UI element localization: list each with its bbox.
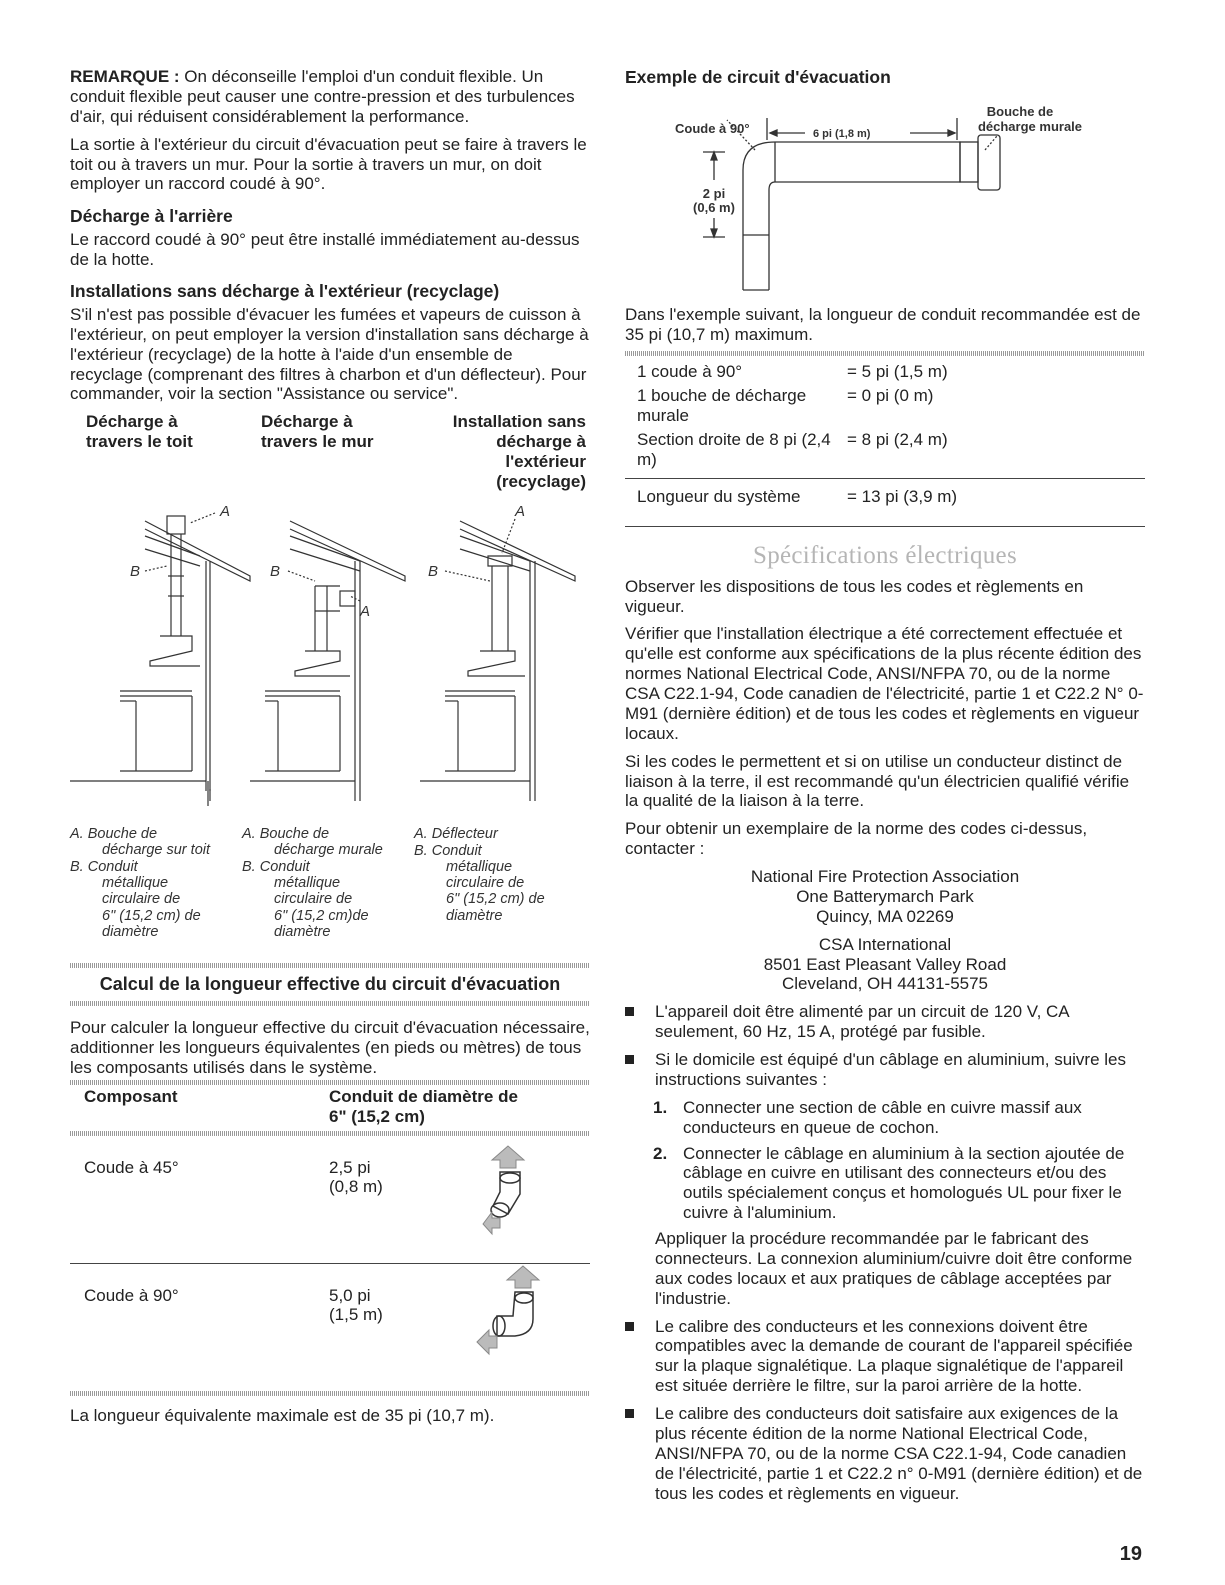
bullet-square-icon [625, 1409, 634, 1418]
decharge-arriere-paragraph: Le raccord coudé à 90° peut être installé immédiatement au-dessus de la hotte. [70, 229, 580, 269]
label-a-mur: A [360, 602, 371, 620]
elbow-45-icon [478, 1144, 538, 1239]
legend-mur-b4: 6" (15,2 cm)de [274, 907, 369, 924]
decharge-arriere-heading: Décharge à l'arrière [70, 206, 233, 227]
numbered-item [653, 1144, 1145, 1224]
heading-mur [256, 412, 436, 492]
table-row [625, 362, 1145, 382]
exemple-heading: Exemple de circuit d'évacuation [625, 67, 891, 87]
section-divider [625, 526, 1145, 527]
legend-toit-b3: circulaire de [102, 891, 181, 908]
installation-diagrams-svg [70, 501, 590, 826]
legend-recyc-b2: métallique [446, 858, 513, 875]
legend-mur-a2: décharge murale [274, 841, 383, 858]
heading-recyc-line4: (recyclage) [496, 472, 586, 492]
bullet-item [625, 1050, 1145, 1090]
legend-recyc-b5: diamètre [446, 907, 503, 924]
legend-recyc-a: A. Déflecteur [414, 825, 498, 842]
header-conduit-line1: Conduit de diamètre de [329, 1086, 518, 1106]
total-row [625, 487, 1145, 507]
max-length-text: La longueur équivalente maximale est de 35 pi (10,7 m). [70, 1405, 495, 1425]
table-row [70, 1136, 590, 1263]
label-b-toit: B [130, 562, 141, 580]
bullet-square-icon [625, 1007, 634, 1016]
component-table-header [70, 1085, 590, 1131]
diagram-roof-vent [70, 503, 250, 806]
label-bouche1: Bouche de [986, 104, 1054, 120]
header-composant: Composant [84, 1086, 178, 1106]
calc-paragraph: Pour calculer la longueur effective du circuit d'évacuation nécessaire, additionner les longueurs équivalentes (en pieds ou mètres) de tous les composants utilisés dans le système. [70, 1018, 590, 1077]
label-bouche2: décharge murale [977, 119, 1083, 135]
bullet-item [625, 1317, 1145, 1397]
header-conduit [329, 1087, 518, 1127]
hatch-divider [70, 1001, 590, 1006]
spec-p5: Appliquer la procédure recommandée par le fabricant des connecteurs. La connexion aluminium/cuivre doit être conforme aux codes locaux et aux pratiques de câblage acceptées par l'industrie. [655, 1229, 1133, 1308]
heading-mur-line1: Décharge à [261, 412, 353, 432]
numbered-item [653, 1098, 1145, 1138]
header-conduit-line2: 6" (15,2 cm) [329, 1106, 425, 1126]
spec-p4: Pour obtenir un exemplaire de la norme des codes ci-dessus, contacter : [625, 819, 1088, 859]
heading-toit [70, 412, 256, 492]
exemple-table [625, 362, 1145, 506]
row-value-pi: 5,0 pi [329, 1285, 371, 1305]
bullet-item [625, 1404, 1145, 1503]
address-csa [625, 935, 1145, 995]
ex-row-label: Section droite de 8 pi (2,4 m) [637, 429, 831, 469]
label-coude: Coude à 90° [675, 121, 750, 137]
spec-p1: Observer les dispositions de tous les codes et règlements en vigueur. [625, 576, 1084, 616]
heading-toit-line1: Décharge à [86, 412, 178, 432]
addr2-line1: CSA International [818, 934, 952, 954]
vent-example-diagram [625, 90, 1145, 305]
label-six-pi: 6 pi (1,8 m) [813, 128, 871, 141]
bullet-text: Le calibre des conducteurs et les connexions doivent être compatibles avec la demande de courant de l'appareil spécifiée sur la plaque signalétique. La plaque signalétique de l'appareil est située derrière le filtre, sur la paroi arrière de la hotte. [655, 1316, 1133, 1396]
calc-section [70, 963, 590, 1425]
legend-toit-b5: diamètre [102, 923, 159, 940]
addr1-line1: National Fire Protection Association [750, 867, 1020, 887]
page-number: 19 [1119, 1543, 1142, 1565]
label-b-mur: B [270, 562, 281, 580]
bullet-square-icon [625, 1055, 634, 1064]
bullet-item [625, 1002, 1145, 1042]
legend-toit [70, 826, 242, 942]
row-value-pi: 2,5 pi [329, 1157, 371, 1177]
label-deux-pi: 2 pi [702, 186, 726, 202]
bullet-text: Si le domicile est équipé d'un câblage en aluminium, suivre les instructions suivantes : [655, 1050, 1127, 1089]
legend-mur-b3: circulaire de [274, 891, 353, 908]
legend-toit-a: A. Bouche de [70, 825, 158, 842]
heading-recyc-line3: l'extérieur [505, 452, 586, 472]
legend-recyc-b3: circulaire de [446, 875, 525, 892]
total-value: = 13 pi (3,9 m) [847, 486, 958, 506]
vent-example-svg [625, 90, 1145, 305]
row-value [329, 1286, 383, 1391]
heading-recyc-line2: décharge à [496, 432, 586, 452]
bullet-text: Le calibre des conducteurs doit satisfaire aux exigences de la plus récente édition de la norme National Electrical Code, ANSI/NFPA 70, ou de la norme CSA C22.1-94, Code canadien de l'électricité, partie 1 et C22.2 n° 0-M91 (dernière édition) et de tous les codes et règlements en vigueur. [655, 1404, 1143, 1503]
legend-toit-b4: 6" (15,2 cm) de [102, 907, 201, 924]
remarque-label: REMARQUE : [70, 67, 180, 86]
row-value [329, 1158, 383, 1263]
row-value-m: (1,5 m) [329, 1305, 383, 1325]
table-row [625, 430, 1145, 470]
total-label: Longueur du système [637, 486, 801, 506]
remarque-text: On déconseille l'emploi d'un conduit flexible. Un conduit flexible peut causer une contre-pression et des turbulences d'air, qui réduisent considérablement la performance. [70, 67, 575, 126]
legend-mur-b: B. Conduit [242, 858, 310, 875]
table-row [625, 386, 1145, 426]
label-a-recyc: A [515, 502, 526, 520]
legend-mur-b5: diamètre [274, 923, 331, 940]
legend-toit-b2: métallique [102, 875, 169, 892]
elbow-90-icon [475, 1264, 545, 1359]
label-b-recyc: B [428, 562, 439, 580]
table-row [70, 1264, 590, 1391]
legend-mur-b2: métallique [274, 875, 341, 892]
legend-recyc-b: B. Conduit [414, 842, 482, 859]
left-column [70, 67, 590, 1433]
number-label: 2. [653, 1143, 668, 1163]
label-a-toit: A [220, 502, 231, 520]
legend-toit-b: B. Conduit [70, 858, 138, 875]
heading-recyclage [436, 412, 586, 492]
diagram-recycling [420, 503, 575, 801]
sans-decharge-paragraph: S'il n'est pas possible d'évacuer les fumées et vapeurs de cuisson à l'extérieur, on peut employer la version d'installation sans décharge à l'extérieur (recyclage) de la hotte à l'aide d'un ensemble de recyclage (comprenant des filtres à charbon et d'un déflecteur). Pour commander, voir la section "Assistance ou service". [70, 304, 589, 404]
number-label: 1. [653, 1097, 668, 1117]
hatch-divider [625, 351, 1145, 356]
ex-row-value: = 0 pi (0 m) [847, 386, 934, 406]
bullet-square-icon [625, 1322, 634, 1331]
total-divider [625, 478, 1145, 479]
bullet-text: L'appareil doit être alimenté par un circuit de 120 V, CA seulement, 60 Hz, 15 A, protégé par fusible. [655, 1002, 1069, 1042]
legend-recyc-b4: 6" (15,2 cm) de [446, 891, 545, 908]
calc-heading: Calcul de la longueur effective du circuit d'évacuation [99, 974, 561, 995]
spec-p3: Si les codes le permettent et si on utilise un conducteur distinct de liaison à la terre, il est recommandé qu'un électricien qualifié vérifie la qualité de la liaison à la terre. [625, 751, 1130, 811]
sortie-paragraph: La sortie à l'extérieur du circuit d'évacuation peut se faire à travers le toit ou à travers un mur. Pour la sortie à travers un mur, on doit employer un raccord coudé à 90°. [70, 134, 587, 194]
ex-row-value: = 8 pi (2,4 m) [847, 429, 948, 449]
addr1-line3: Quincy, MA 02269 [816, 906, 954, 926]
row-name: Coude à 90° [84, 1285, 179, 1305]
legend-mur-a: A. Bouche de [242, 825, 330, 842]
numbered-text: Connecter le câblage en aluminium à la section ajoutée de câblage en cuivre en utilisant des connecteurs et/ou des outils spécialement conçus et homologués UL pour fixer le cuivre à l'aluminium. [683, 1143, 1125, 1223]
heading-toit-line2: travers le toit [86, 432, 193, 452]
legend-toit-a2: décharge sur toit [102, 841, 211, 858]
spec-heading: Spécifications électriques [753, 542, 1017, 570]
address-nfpa [625, 867, 1145, 927]
right-column [625, 67, 1145, 1511]
heading-recyc-line1: Installation sans [452, 412, 586, 432]
legend-mur [242, 826, 414, 942]
hatch-divider [70, 1391, 590, 1396]
ex-row-label: 1 coude à 90° [637, 362, 743, 382]
row-name: Coude à 45° [84, 1157, 179, 1177]
installation-headings [70, 412, 590, 492]
numbered-text: Connecter une section de câble en cuivre massif aux conducteurs en queue de cochon. [683, 1097, 1082, 1137]
ex-row-label: 1 bouche de décharge murale [637, 386, 807, 425]
legend-recyc [414, 826, 586, 942]
addr2-line3: Cleveland, OH 44131-5575 [781, 974, 989, 994]
addr1-line2: One Batterymarch Park [796, 886, 974, 906]
addr2-line2: 8501 East Pleasant Valley Road [763, 954, 1007, 974]
label-deux-m: (0,6 m) [693, 200, 735, 216]
remarque-paragraph [70, 67, 590, 127]
diagram-legends [70, 826, 590, 942]
exemple-paragraph: Dans l'exemple suivant, la longueur de conduit recommandée est de 35 pi (10,7 m) maximum. [625, 305, 1141, 345]
heading-mur-line2: travers le mur [261, 432, 374, 452]
spec-p2: Vérifier que l'installation électrique a été correctement effectuée et qu'elle est conforme aux spécifications de la plus récente édition des normes National Electrical Code, ANSI/NFPA 70, ou de la norme CSA C22.1-94, Code canadien de l'électricité, partie 1 et C22.2 N° 0-M91 (dernière édition) et de tous les codes et règlements en vigueur locaux. [625, 624, 1144, 743]
diagram-wall-vent [250, 521, 405, 801]
installation-diagrams [70, 501, 590, 826]
sans-decharge-heading: Installations sans décharge à l'extérieur (recyclage) [70, 281, 500, 302]
ex-row-value: = 5 pi (1,5 m) [847, 362, 948, 382]
row-value-m: (0,8 m) [329, 1177, 383, 1197]
